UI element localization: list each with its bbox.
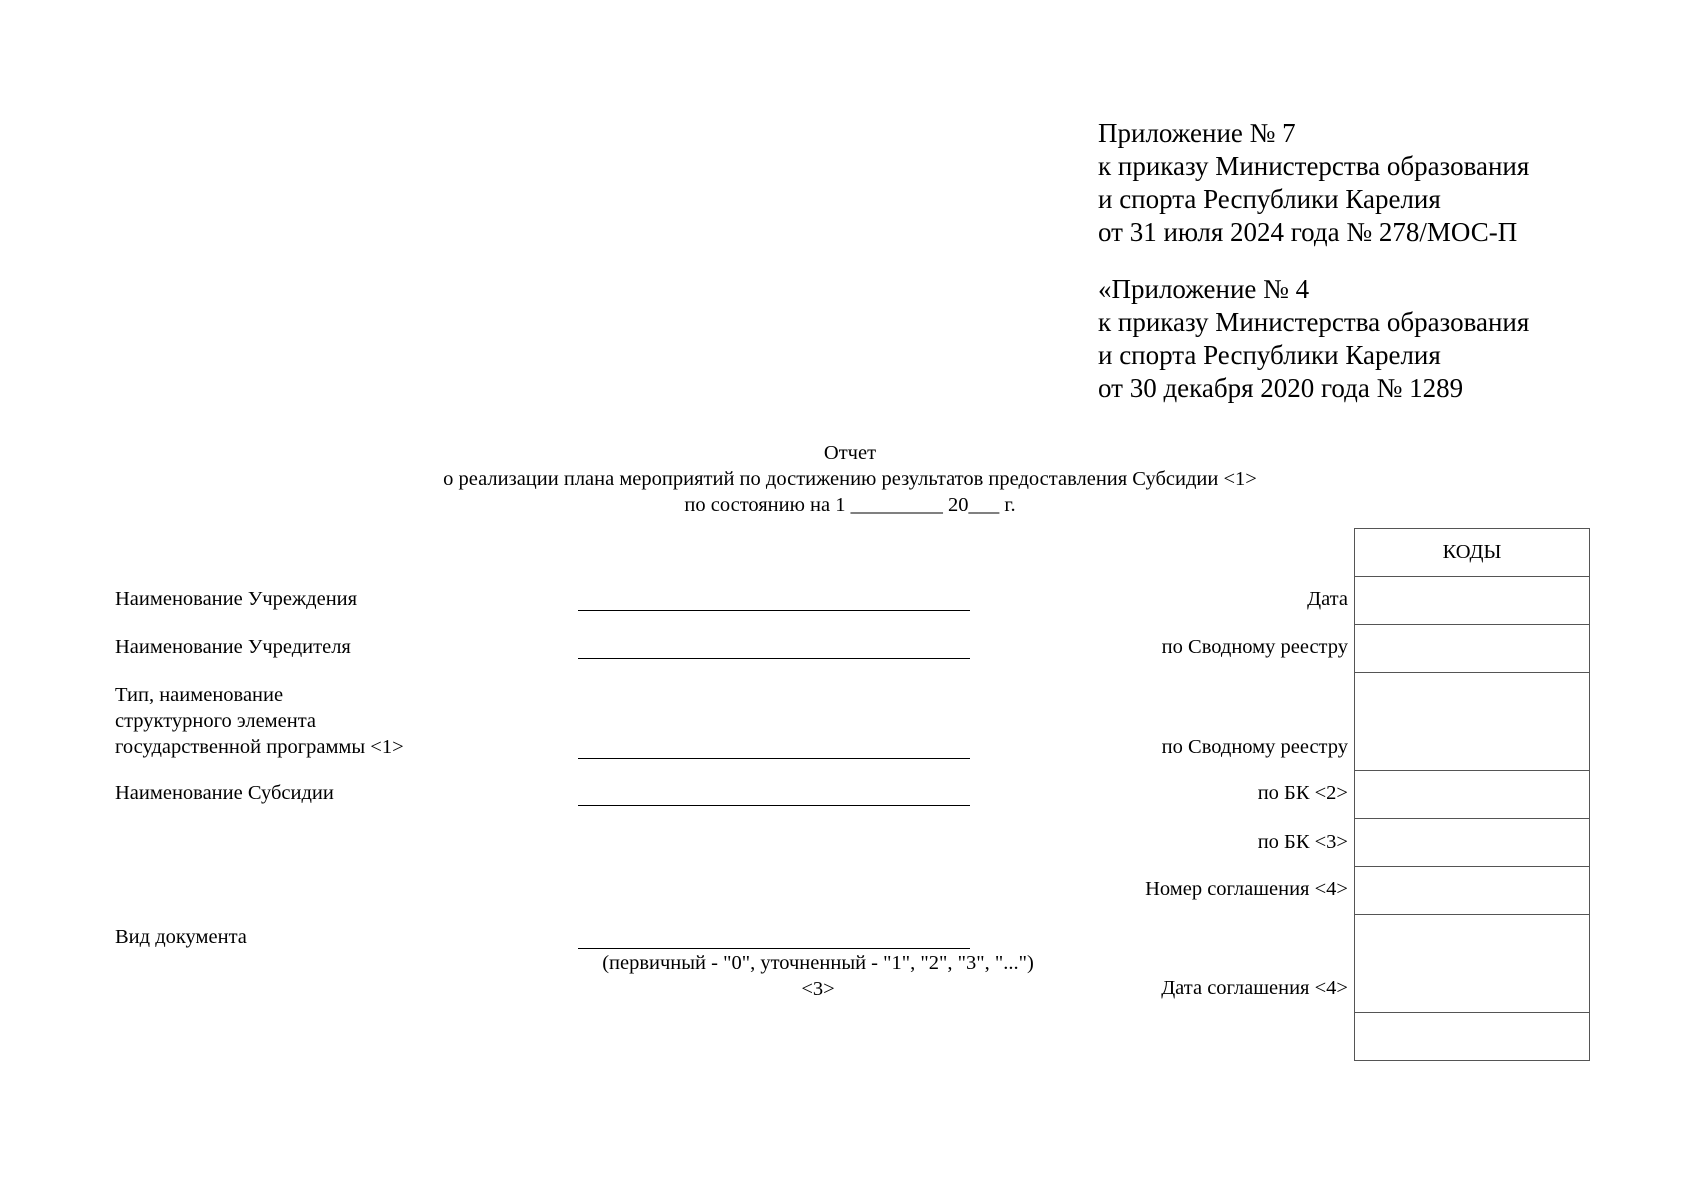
doc-type-note-line-1: (первичный - "0", уточненный - "1", "2", "3", "...") [602,952,1034,974]
founder-field[interactable] [578,658,970,659]
subsidy-label: Наименование Субсидии [115,782,334,804]
program-label-line-1: Тип, наименование [115,684,284,706]
registry-label-2: по Сводному реестру [1161,736,1348,758]
header-line: от 31 июля 2024 года № 278/МОС-П [1098,217,1518,247]
header-line: от 30 декабря 2020 года № 1289 [1098,373,1464,403]
header-line: и спорта Республики Карелия [1098,340,1441,370]
header-line: к приказу Министерства образования [1098,151,1530,181]
code-cell-registry-1[interactable] [1355,625,1590,673]
bk3-label: по БК <3> [1257,831,1348,853]
header-line: к приказу Министерства образования [1098,307,1530,337]
report-title [340,440,1360,518]
code-cell-date[interactable] [1355,577,1590,625]
title-line-3: по состоянию на 1 _________ 20___ г. [684,494,1016,516]
institution-field[interactable] [578,610,970,611]
title-line-1: Отчет [823,442,877,464]
agreement-date-label: Дата соглашения <4> [1161,977,1348,999]
subsidy-field[interactable] [578,805,970,806]
date-label: Дата [1307,588,1348,610]
codes-table [1354,528,1590,1061]
code-cell-extra[interactable] [1355,1013,1590,1061]
appendix-7-header [1098,117,1529,249]
registry-label-1: по Сводному реестру [1161,636,1348,658]
header-line: Приложение № 7 [1098,118,1296,148]
program-label-line-3: государственной программы <1> [115,736,404,758]
doc-type-label: Вид документа [115,926,247,948]
program-label-line-2: структурного элемента [115,710,317,732]
code-cell-agreement-number[interactable] [1355,867,1590,915]
appendix-4-header [1098,273,1529,405]
header-line: «Приложение № 4 [1098,274,1310,304]
founder-label: Наименование Учредителя [115,636,351,658]
doc-type-field[interactable] [578,948,970,949]
codes-header: КОДЫ [1355,529,1590,577]
code-cell-bk3[interactable] [1355,819,1590,867]
institution-label: Наименование Учреждения [115,588,358,610]
bk2-label: по БК <2> [1257,782,1348,804]
code-cell-bk2[interactable] [1355,771,1590,819]
title-line-2: о реализации плана мероприятий по достижению результатов предоставления Субсидии <1> [443,468,1257,490]
code-cell-agreement-date[interactable] [1355,915,1590,1013]
header-line: и спорта Республики Карелия [1098,184,1441,214]
program-field[interactable] [578,758,970,759]
code-cell-registry-2[interactable] [1355,673,1590,771]
doc-type-note-line-2: <3> [801,978,835,1000]
agreement-number-label: Номер соглашения <4> [1145,878,1348,900]
